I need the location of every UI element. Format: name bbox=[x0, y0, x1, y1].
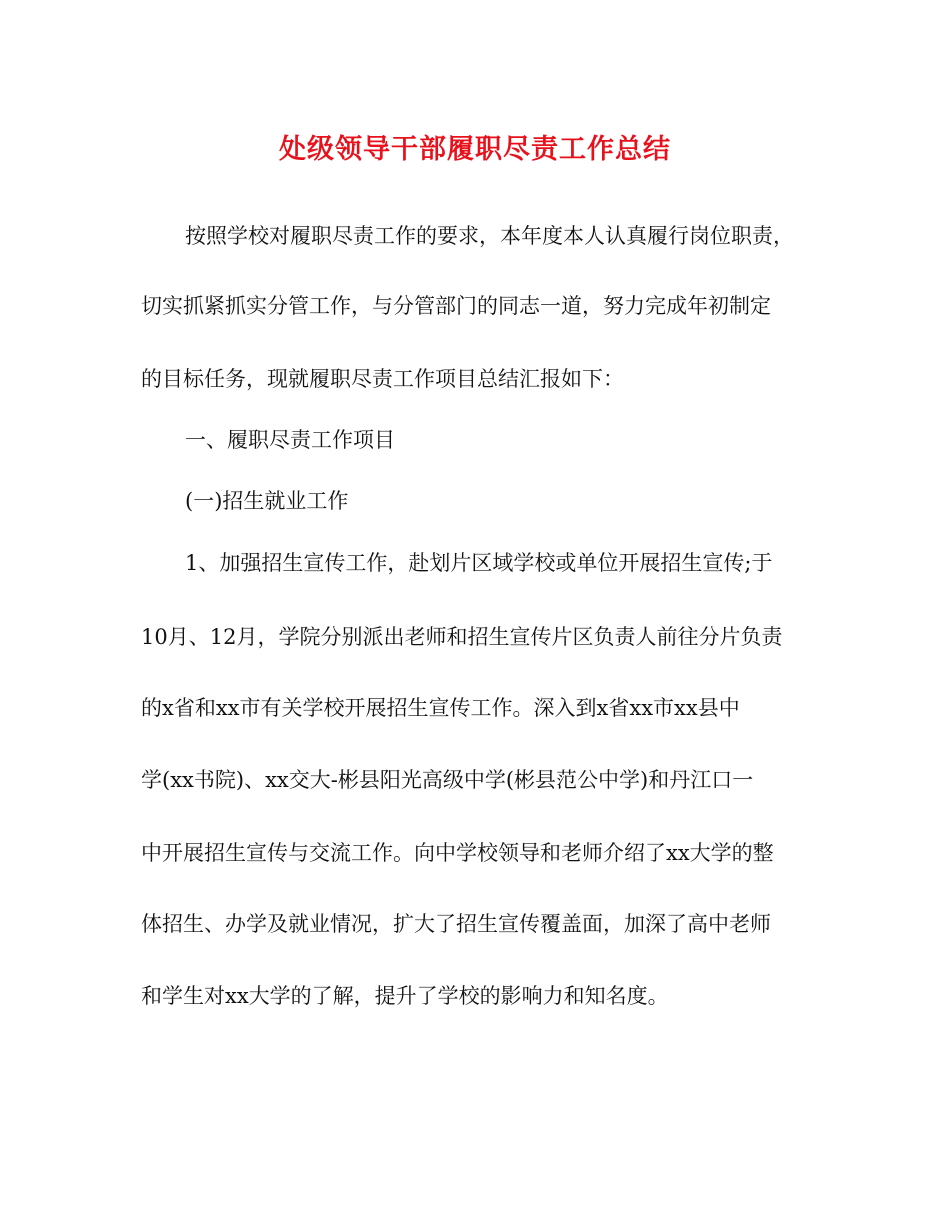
body-line-9: 体招生、办学及就业情况，扩大了招生宣传覆盖面，加深了高中老师 bbox=[141, 912, 771, 936]
body-line-4: 1、加强招生宣传工作，赴划片区域学校或单位开展招生宣传;于 bbox=[185, 551, 773, 575]
section-heading-1: 一、履职尽责工作项目 bbox=[185, 428, 395, 452]
body-line-10: 和学生对xx大学的了解，提升了学校的影响力和知名度。 bbox=[141, 984, 669, 1008]
body-line-6: 的x省和xx市有关学校开展招生宣传工作。深入到x省xx市xx县中 bbox=[141, 696, 740, 720]
body-line-5: 10月、12月，学院分别派出老师和招生宣传片区负责人前往分片负责 bbox=[141, 625, 783, 649]
body-line-3: 的目标任务，现就履职尽责工作项目总结汇报如下： bbox=[141, 367, 624, 391]
document-title: 处级领导干部履职尽责工作总结 bbox=[279, 134, 671, 165]
body-line-1: 按照学校对履职尽责工作的要求，本年度本人认真履行岗位职责， bbox=[185, 224, 794, 248]
subsection-heading-1: (一)招生就业工作 bbox=[185, 489, 349, 513]
body-line-2: 切实抓紧抓实分管工作，与分管部门的同志一道，努力完成年初制定 bbox=[141, 294, 771, 318]
body-line-8: 中开展招生宣传与交流工作。向中学校领导和老师介绍了xx大学的整 bbox=[141, 841, 774, 865]
body-line-7: 学(xx书院)、xx交大-彬县阳光高级中学(彬县范公中学)和丹江口一 bbox=[141, 768, 754, 792]
